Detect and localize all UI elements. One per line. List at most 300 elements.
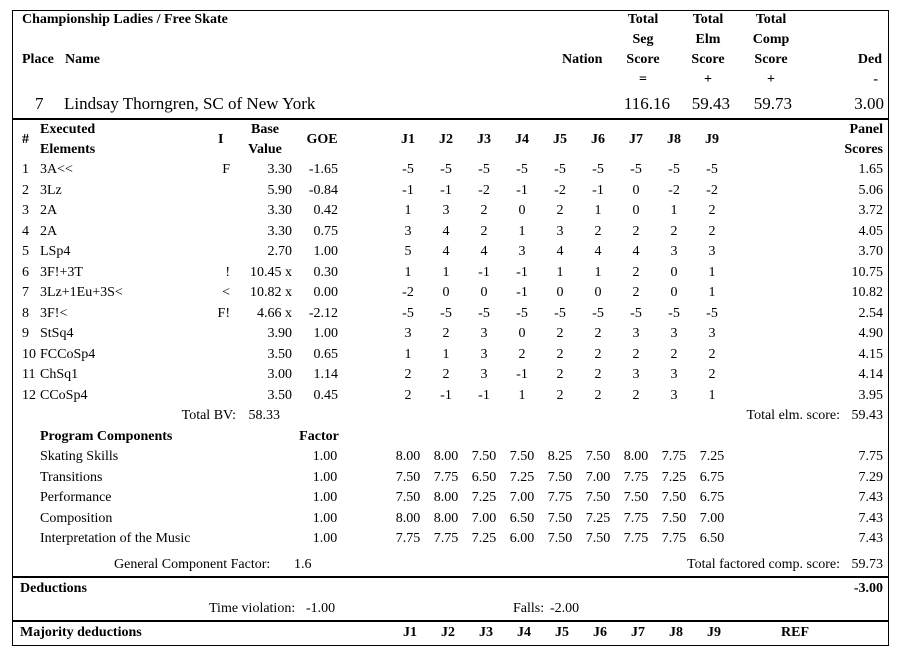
element-judge-score: 5	[404, 244, 412, 259]
pcs-header-1: Total	[755, 12, 787, 27]
component-panel-score: 7.43	[858, 510, 883, 526]
element-judge-score: 2	[480, 203, 488, 218]
element-judge-score: 2	[480, 223, 488, 239]
element-info: !	[225, 264, 230, 280]
component-judge-score: 7.50	[547, 531, 573, 546]
element-judge-score: -1	[516, 285, 528, 300]
component-judge-score: 7.50	[395, 490, 421, 505]
component-judge-score: 7.50	[395, 469, 421, 485]
element-info: F!	[217, 305, 230, 321]
element-judge-score: 0	[594, 285, 602, 300]
element-judge-score: 2	[556, 203, 564, 218]
component-judge-score: 7.50	[547, 510, 573, 526]
judge-header: J5	[553, 132, 567, 147]
element-base-value: 3.50	[267, 387, 292, 403]
element-name: 3Lz	[40, 182, 62, 198]
element-judge-score: 3	[670, 244, 678, 259]
judge-header: J8	[667, 132, 681, 147]
el-scores-header: Scores	[844, 142, 883, 157]
ded-header-2: -	[873, 72, 878, 87]
element-info: <	[222, 285, 230, 300]
component-panel-score: 7.43	[858, 531, 883, 546]
element-judge-score: 2	[556, 326, 564, 341]
element-judge-score: 3	[480, 346, 488, 362]
element-judge-score: 2	[708, 346, 716, 362]
judge-header: J6	[591, 132, 605, 147]
element-goe: 0.42	[313, 203, 338, 218]
element-info: F	[222, 162, 230, 177]
component-factor: 1.00	[312, 449, 338, 464]
element-judge-score: 0	[632, 182, 640, 198]
skater-total-elm: 59.43	[691, 94, 730, 113]
component-judge-score: 6.00	[509, 531, 535, 546]
component-factor: 1.00	[312, 531, 338, 546]
element-judge-score: -5	[478, 162, 490, 177]
element-panel-score: 4.90	[858, 326, 883, 341]
element-judge-score: 1	[404, 264, 412, 280]
component-judge-score: 7.25	[585, 510, 611, 526]
time-violation-label: Time violation:	[209, 601, 296, 616]
element-name: 2A	[40, 203, 58, 218]
component-factor: 1.00	[312, 469, 338, 485]
component-judge-score: 7.50	[585, 490, 611, 505]
element-judge-score: 1	[404, 203, 412, 218]
element-number: 8	[22, 305, 29, 321]
component-judge-score: 8.00	[433, 490, 459, 505]
element-judge-score: -1	[402, 182, 414, 198]
el-base-header: Base	[251, 122, 279, 137]
element-judge-score: -5	[630, 162, 642, 177]
component-judge-score: 8.00	[433, 510, 459, 526]
judge-header: J3	[477, 132, 491, 147]
gcf-label: General Component Factor:	[114, 557, 271, 572]
tss-header-1: Total	[627, 12, 659, 27]
element-judge-score: 0	[556, 285, 564, 300]
element-goe: -2.12	[308, 305, 338, 321]
element-panel-score: 10.75	[851, 264, 883, 280]
skater-total-seg: 116.16	[623, 94, 670, 113]
component-judge-score: 7.25	[471, 490, 497, 505]
element-judge-score: 4	[442, 223, 450, 239]
element-judge-score: 2	[518, 346, 526, 362]
component-judge-score: 7.00	[471, 510, 497, 526]
col-place-header: Place	[22, 52, 54, 67]
component-judge-score: 7.25	[699, 449, 725, 464]
total-elm-label: Total elm. score:	[746, 408, 840, 423]
element-judge-score: 3	[632, 326, 640, 341]
el-panel-header: Panel	[849, 122, 883, 137]
element-judge-score: -5	[402, 305, 414, 321]
el-num-header: #	[22, 132, 29, 147]
el-executed-header: Executed	[40, 122, 96, 137]
total-bv-value: 58.33	[248, 408, 280, 423]
skater-total-comp: 59.73	[753, 94, 792, 113]
element-judge-score: -1	[516, 182, 528, 198]
element-judge-score: -5	[630, 305, 642, 321]
deductions-divider	[12, 576, 889, 578]
element-judge-score: 3	[480, 367, 488, 382]
majority-title: Majority deductions	[20, 625, 142, 640]
component-judge-score: 6.50	[509, 510, 535, 526]
element-judge-score: 2	[708, 203, 716, 218]
element-number: 1	[22, 162, 29, 177]
element-base-value: 3.50	[267, 346, 292, 362]
element-number: 12	[22, 387, 36, 403]
judge-header: J4	[515, 132, 529, 147]
element-judge-score: -5	[592, 162, 604, 177]
element-judge-score: 2	[632, 223, 640, 239]
total-bv-label: Total BV:	[181, 408, 236, 423]
element-judge-score: 2	[404, 367, 412, 382]
element-judge-score: 3	[518, 244, 526, 259]
element-judge-score: 0	[480, 285, 488, 300]
element-judge-score: 1	[518, 223, 526, 239]
majority-judge: J8	[669, 625, 683, 640]
element-judge-score: -1	[592, 182, 604, 198]
element-judge-score: -5	[706, 305, 718, 321]
component-judge-score: 8.00	[395, 510, 421, 526]
element-judge-score: 0	[518, 203, 526, 218]
majority-judge: J7	[631, 625, 645, 640]
element-judge-score: 2	[556, 346, 564, 362]
judge-header: J1	[401, 132, 415, 147]
element-goe: 0.30	[313, 264, 338, 280]
element-judge-score: 3	[632, 367, 640, 382]
element-judge-score: 2	[556, 387, 564, 403]
el-info-header: I	[218, 132, 224, 147]
element-panel-score: 4.05	[858, 223, 883, 239]
component-judge-score: 7.50	[509, 449, 535, 464]
element-base-value: 3.90	[267, 326, 292, 341]
element-judge-score: 2	[404, 387, 412, 403]
element-judge-score: 1	[518, 387, 526, 403]
majority-judge: J4	[517, 625, 531, 640]
component-name: Composition	[40, 510, 113, 526]
element-judge-score: 3	[556, 223, 564, 239]
element-judge-score: -1	[440, 387, 452, 403]
component-name: Skating Skills	[40, 449, 119, 464]
element-judge-score: -2	[554, 182, 566, 198]
element-judge-score: 3	[404, 223, 412, 239]
component-panel-score: 7.43	[858, 490, 883, 505]
element-judge-score: -5	[592, 305, 604, 321]
component-judge-score: 7.75	[661, 531, 687, 546]
element-judge-score: -1	[516, 367, 528, 382]
element-goe: 1.00	[313, 326, 338, 341]
element-judge-score: 2	[594, 326, 602, 341]
element-judge-score: -5	[554, 305, 566, 321]
element-judge-score: 1	[442, 264, 450, 280]
components-title: Program Components	[40, 429, 173, 444]
element-base-value: 3.30	[267, 223, 292, 239]
element-judge-score: -5	[668, 162, 680, 177]
element-goe: 0.00	[313, 285, 338, 300]
element-base-value: 5.90	[267, 182, 292, 198]
element-name: FCCoSp4	[40, 346, 96, 362]
header-divider	[12, 118, 889, 120]
component-judge-score: 7.75	[623, 469, 649, 485]
element-judge-score: 0	[632, 203, 640, 218]
element-judge-score: -5	[554, 162, 566, 177]
component-judge-score: 6.75	[699, 469, 725, 485]
element-judge-score: 0	[518, 326, 526, 341]
component-name: Transitions	[40, 469, 103, 485]
element-judge-score: 0	[670, 264, 678, 280]
tes-header-1: Total	[692, 12, 724, 27]
element-judge-score: 4	[556, 244, 564, 259]
element-number: 3	[22, 203, 29, 218]
majority-judge: J6	[593, 625, 607, 640]
component-judge-score: 7.00	[509, 490, 535, 505]
element-judge-score: 2	[632, 387, 640, 403]
element-judge-score: 2	[632, 264, 640, 280]
element-judge-score: 3	[708, 244, 716, 259]
element-name: 3A<<	[40, 162, 73, 177]
element-judge-score: -2	[668, 182, 680, 198]
element-number: 4	[22, 223, 29, 239]
element-judge-score: -5	[440, 305, 452, 321]
element-base-value: 10.45 x	[250, 264, 292, 280]
tss-header-4: =	[639, 72, 647, 87]
tes-header-3: Score	[691, 52, 725, 67]
element-goe: 0.45	[313, 387, 338, 403]
element-judge-score: 0	[442, 285, 450, 300]
component-judge-score: 7.00	[699, 510, 725, 526]
falls-value: -2.00	[550, 601, 580, 616]
component-panel-score: 7.29	[858, 469, 883, 485]
component-judge-score: 7.50	[585, 531, 611, 546]
element-number: 2	[22, 182, 29, 198]
majority-judge: J2	[441, 625, 455, 640]
component-judge-score: 8.00	[623, 449, 649, 464]
element-number: 9	[22, 326, 29, 341]
element-judge-score: 1	[670, 203, 678, 218]
element-goe: 0.65	[313, 346, 338, 362]
element-number: 10	[22, 346, 36, 362]
element-judge-score: 3	[404, 326, 412, 341]
component-judge-score: 7.50	[585, 449, 611, 464]
component-judge-score: 7.75	[661, 449, 687, 464]
element-goe: 0.75	[313, 223, 338, 239]
element-judge-score: 1	[708, 264, 716, 280]
majority-judge: J9	[707, 625, 721, 640]
element-goe: -0.84	[308, 182, 338, 198]
element-judge-score: 3	[670, 367, 678, 382]
element-judge-score: -2	[706, 182, 718, 198]
component-factor: 1.00	[312, 510, 338, 526]
element-name: ChSq1	[40, 367, 79, 382]
component-judge-score: 8.25	[547, 449, 573, 464]
element-judge-score: 2	[594, 346, 602, 362]
element-judge-score: 2	[556, 367, 564, 382]
gcf-value: 1.6	[294, 557, 312, 572]
pcs-header-2: Comp	[752, 32, 790, 47]
element-judge-score: 3	[708, 326, 716, 341]
element-panel-score: 10.82	[851, 285, 883, 300]
majority-judge: J5	[555, 625, 569, 640]
element-name: 3F!+3T	[40, 264, 83, 280]
element-judge-score: -5	[402, 162, 414, 177]
element-judge-score: 1	[594, 264, 602, 280]
component-judge-score: 7.75	[623, 510, 649, 526]
element-goe: -1.65	[308, 162, 338, 177]
component-judge-score: 7.75	[623, 531, 649, 546]
majority-divider	[12, 620, 889, 622]
element-judge-score: -1	[516, 264, 528, 280]
element-judge-score: -1	[440, 182, 452, 198]
element-judge-score: 2	[708, 367, 716, 382]
component-name: Interpretation of the Music	[40, 531, 191, 546]
component-judge-score: 7.75	[433, 531, 459, 546]
component-judge-score: 7.25	[509, 469, 535, 485]
element-judge-score: 2	[594, 367, 602, 382]
element-panel-score: 4.15	[858, 346, 883, 362]
el-elements-header: Elements	[40, 142, 96, 157]
element-name: 3Lz+1Eu+3S<	[40, 285, 123, 300]
element-judge-score: 0	[670, 285, 678, 300]
skater-name: Lindsay Thorngren, SC of New York	[64, 94, 316, 113]
element-judge-score: 2	[594, 387, 602, 403]
element-judge-score: -5	[668, 305, 680, 321]
element-panel-score: 4.14	[858, 367, 883, 382]
skater-deductions: 3.00	[854, 94, 884, 113]
element-judge-score: 1	[594, 203, 602, 218]
pcs-header-3: Score	[754, 52, 788, 67]
element-judge-score: 3	[670, 326, 678, 341]
component-judge-score: 8.00	[433, 449, 459, 464]
element-judge-score: -1	[478, 264, 490, 280]
component-judge-score: 7.25	[471, 531, 497, 546]
total-factored-value: 59.73	[851, 557, 883, 572]
element-judge-score: 2	[670, 223, 678, 239]
component-judge-score: 7.75	[395, 531, 421, 546]
component-judge-score: 7.50	[623, 490, 649, 505]
element-judge-score: 2	[442, 367, 450, 382]
element-number: 11	[22, 367, 36, 382]
component-judge-score: 7.50	[661, 490, 687, 505]
element-base-value: 10.82 x	[250, 285, 292, 300]
element-base-value: 3.00	[267, 367, 292, 382]
components-factor-header: Factor	[299, 429, 339, 444]
element-judge-score: 2	[708, 223, 716, 239]
component-judge-score: 6.75	[699, 490, 725, 505]
majority-ref: REF	[781, 625, 809, 640]
element-panel-score: 3.95	[858, 387, 883, 403]
col-nation-header: Nation	[562, 52, 603, 67]
element-name: CCoSp4	[40, 387, 88, 403]
tss-header-3: Score	[626, 52, 660, 67]
element-panel-score: 5.06	[858, 182, 883, 198]
total-factored-label: Total factored comp. score:	[687, 557, 840, 572]
element-judge-score: 4	[480, 244, 488, 259]
element-judge-score: 3	[442, 203, 450, 218]
component-judge-score: 7.50	[471, 449, 497, 464]
component-judge-score: 7.75	[547, 490, 573, 505]
element-judge-score: -5	[706, 162, 718, 177]
deductions-total: -3.00	[853, 581, 883, 596]
falls-label: Falls:	[513, 601, 545, 616]
component-judge-score: 7.50	[547, 469, 573, 485]
judge-header: J7	[629, 132, 643, 147]
element-judge-score: -2	[402, 285, 414, 300]
element-judge-score: 2	[632, 346, 640, 362]
component-judge-score: 7.75	[433, 469, 459, 485]
component-judge-score: 7.00	[585, 469, 611, 485]
element-judge-score: 4	[632, 244, 640, 259]
element-goe: 1.00	[313, 244, 338, 259]
element-panel-score: 1.65	[858, 162, 883, 177]
judge-header: J2	[439, 132, 453, 147]
element-judge-score: -2	[478, 182, 490, 198]
element-judge-score: 1	[556, 264, 564, 280]
time-violation-value: -1.00	[306, 601, 336, 616]
element-number: 7	[22, 285, 29, 300]
tss-header-2: Seg	[632, 32, 654, 47]
element-judge-score: 1	[708, 387, 716, 403]
component-panel-score: 7.75	[858, 449, 883, 464]
element-base-value: 3.30	[267, 203, 292, 218]
component-judge-score: 6.50	[699, 531, 725, 546]
element-judge-score: -5	[516, 305, 528, 321]
tes-header-2: Elm	[695, 32, 721, 47]
component-factor: 1.00	[312, 490, 338, 505]
component-judge-score: 7.25	[661, 469, 687, 485]
col-name-header: Name	[65, 52, 100, 67]
pcs-header-4: +	[767, 72, 775, 87]
element-judge-score: -5	[478, 305, 490, 321]
deductions-title: Deductions	[20, 581, 87, 596]
element-name: LSp4	[40, 244, 71, 259]
element-judge-score: 1	[442, 346, 450, 362]
element-judge-score: 2	[594, 223, 602, 239]
majority-judge: J3	[479, 625, 493, 640]
element-judge-score: 4	[594, 244, 602, 259]
element-panel-score: 2.54	[858, 305, 883, 321]
element-judge-score: -5	[440, 162, 452, 177]
tes-header-4: +	[704, 72, 712, 87]
element-judge-score: 2	[442, 326, 450, 341]
element-base-value: 3.30	[267, 162, 292, 177]
component-judge-score: 8.00	[395, 449, 421, 464]
element-number: 5	[22, 244, 29, 259]
component-name: Performance	[40, 490, 112, 505]
element-panel-score: 3.72	[858, 203, 883, 218]
element-panel-score: 3.70	[858, 244, 883, 259]
element-judge-score: 2	[670, 346, 678, 362]
element-base-value: 4.66 x	[257, 305, 292, 321]
element-judge-score: 1	[404, 346, 412, 362]
element-judge-score: 2	[632, 285, 640, 300]
skater-place: 7	[35, 94, 44, 113]
majority-judge: J1	[403, 625, 417, 640]
element-judge-score: -5	[516, 162, 528, 177]
element-name: 3F!<	[40, 305, 68, 321]
element-name: StSq4	[40, 326, 74, 341]
event-title: Championship Ladies / Free Skate	[22, 12, 228, 27]
judge-header: J9	[705, 132, 719, 147]
el-value-header: Value	[248, 142, 282, 157]
element-judge-score: 3	[480, 326, 488, 341]
element-judge-score: 4	[442, 244, 450, 259]
component-judge-score: 6.50	[471, 469, 497, 485]
element-base-value: 2.70	[267, 244, 292, 259]
element-name: 2A	[40, 223, 58, 239]
element-judge-score: 3	[670, 387, 678, 403]
element-judge-score: -1	[478, 387, 490, 403]
total-elm-value: 59.43	[851, 408, 883, 423]
element-number: 6	[22, 264, 29, 280]
element-goe: 1.14	[313, 367, 338, 382]
